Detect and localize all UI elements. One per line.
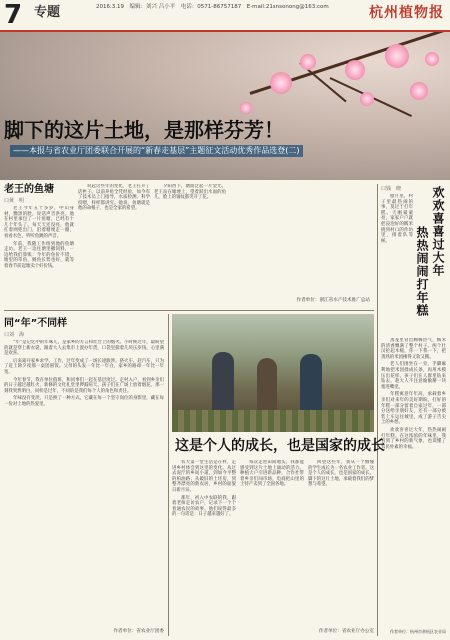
article-title: 这是个人的成长，也是国家的成长 [175, 438, 385, 454]
person-figure [300, 354, 322, 414]
paragraph: 年糕寓意年年高，承载着乡亲们对来年的美好期盼。打好的年糕一部分留着自家过年，一部分送给亲朋好友，还有一部分被装上车运往城里，成了游子舌尖上的乡愁。 [381, 392, 446, 426]
blossom-decoration [270, 72, 292, 94]
edition-meta: 2016.3.19 编辑：刘兴 吕小平 电话：0571-86757187 E-mail:21snsonong@163.com [96, 4, 329, 10]
paragraph: 那年，初入中农联的我，跟着老师走访农户，记录下一个个普通农民的故事。他们说得最多的一句话是：日子越来越好了。 [172, 495, 236, 518]
article-body [172, 460, 236, 628]
article-body [240, 460, 304, 628]
paragraph: 后来离开家乡求学、工作，过年变成了一场长途跋涉。挤火车、赶汽车，只为了赶上除夕夜那一桌团圆饭。父母的头发一年比一年白，家乡的路却一年比一年宽。 [4, 358, 164, 375]
paragraph: 回望这些年，我从一个懵懂的学生成长为一名农业工作者。这是个人的成长，也是国家的成长。脚下的这片土地，承载着我们的梦想与希望。 [308, 460, 374, 488]
newspaper-logo: 杭州植物报 [369, 5, 444, 21]
article-body [4, 340, 164, 628]
hero-banner [0, 32, 450, 180]
person-figure [212, 352, 234, 414]
paragraph: 夕阳西下，塘面泛起一片金光。老王站在塘埂上，望着跃出水面的鱼儿，脸上的皱纹都笑开了花。 [154, 184, 226, 201]
author-note: 作者单位：杭州市余杭区农业局 [390, 629, 446, 634]
article-byline: 口刘 海 [4, 332, 25, 338]
paragraph: 蒸笼里冒出腾腾热气，糯米的清香飘满了整个村子。两个壮汉抡起木槌，你一下我一下，把蒸熟的米团捶得又软又糯。 [381, 338, 446, 360]
blossom-decoration [425, 52, 439, 66]
paragraph: 欢欢喜喜过大年，热热闹闹打年糕。在这浓浓的年味里，我看到了乡村的新气象，也读懂了农民朴素的幸福。 [381, 427, 446, 450]
page-number: 7 [4, 0, 23, 30]
blossom-decoration [300, 54, 316, 70]
person-figure [257, 358, 277, 414]
paragraph: 腊月里，村子里最热闹的事，莫过于打年糕。天刚蒙蒙亮，家家户户就把浸泡好的糯米挑到村口的作坊里，排着队等候。 [381, 194, 413, 244]
article-title: 欢欢喜喜过大年 [431, 186, 445, 277]
article-byline: 口钱 晓 [381, 186, 402, 192]
article-title: 热热闹闹打年糕 [415, 226, 429, 317]
page-header [0, 0, 450, 32]
article-body [308, 460, 374, 628]
paragraph: 年味没有变淡，只是换了一种方式。它藏在每一个坚守岗位的身影里，藏在每一份对土地的热爱里。 [4, 396, 164, 407]
crop-rows [172, 410, 374, 432]
article-title: 同“年”不同样 [4, 318, 68, 329]
paragraph: 每次走进田间地头，我都能感受到这片土地上涌动的活力。种植大户引进新品种，合作社带着乡亲们闯市场，电商把山里的土特产卖到了全国各地。 [240, 460, 304, 488]
paragraph: 老人们围坐在一旁，手脚麻利地把米团揉成长条，再用木模压出花样。孩子们在人群里钻来钻去，趁大人不注意偷偷掰一块塞进嘴里。 [381, 362, 446, 390]
article-body [381, 194, 413, 334]
blossom-decoration [410, 82, 428, 100]
article-title: 老王的鱼塘 [4, 184, 54, 195]
author-note: 作者单位：省农业厅办公室 [318, 629, 374, 634]
paragraph: 老王今年五十多岁，中山身材，黝黑的脸，说话声音洪亮。他在村里承包了一片鱼塘，已经有十几个年头了。每天天还没亮，他就扛着网兜出门，沿着塘埂走一圈，看看水色，听听鱼跳的声音。 [4, 206, 74, 239]
blossom-decoration [360, 92, 374, 106]
blossom-decoration [345, 60, 365, 80]
field-photo [172, 314, 374, 432]
divider [377, 184, 378, 636]
author-note: 作者单位：省农业厅团委 [113, 629, 164, 634]
paragraph: “年”是记忆中的年味儿，是家乡的方言和灶台上的烟火。小时候过年，最盼望的就是穿上新衣裳，跟着大人去集市上置办年货，口袋里揣着几块压岁钱，心里满是欢喜。 [4, 340, 164, 357]
divider [4, 310, 374, 311]
article-body [78, 184, 150, 306]
article-body [154, 184, 226, 306]
section-title: 专题 [34, 5, 61, 20]
author-note: 作者单位：浙江省水产技术推广总站 [296, 298, 370, 303]
page-headline: 脚下的这片土地，是那样芬芳！ [4, 118, 284, 142]
blossom-decoration [240, 102, 252, 114]
article-body [381, 338, 446, 628]
paragraph: 农大第一堂生活是在村，走进乡村体会到这里的变化。从过去泥泞的乡间小道，到如今平整的柏油路；从破旧的土坯房，到整齐漂亮的新农居，乡村的面貌日新月异。 [172, 460, 236, 493]
article-byline: 口黄 明 [4, 198, 25, 204]
paragraph: 说起这些年的变化，老王打开了话匣子。以前养鱼全凭经验，如今有了技术员上门指导，水质检测、科学投喂，样样都讲究。他说，鱼塘就是他的命根子，也是全家的希望。 [78, 184, 150, 212]
page-subheadline: ——本报与省农业厅团委联合开展的“新春走基层”主题征文活动优秀作品选登(二) [10, 145, 303, 157]
blossom-decoration [385, 44, 409, 68]
divider [168, 314, 169, 636]
paragraph: 年前，我随工作组到他的鱼塘走访。老王一边往塘里撒饲料，一边给我们算账：今年的鱼价不错，塘里的草鱼、鲢鱼长势也好，就等着春节前起塘卖个好价钱。 [4, 241, 74, 269]
paragraph: 今年春节，我在单位值班，和同事们一起在基层度过。走村入户，看到乡亲们的日子越过越红火，新修的文化礼堂里锣鼓喧天，孩子们在广场上放着烟花。那一刻我突然明白，同样是过年，不同的是我们每个人的角色和责任。 [4, 377, 164, 394]
article-body [4, 206, 74, 306]
